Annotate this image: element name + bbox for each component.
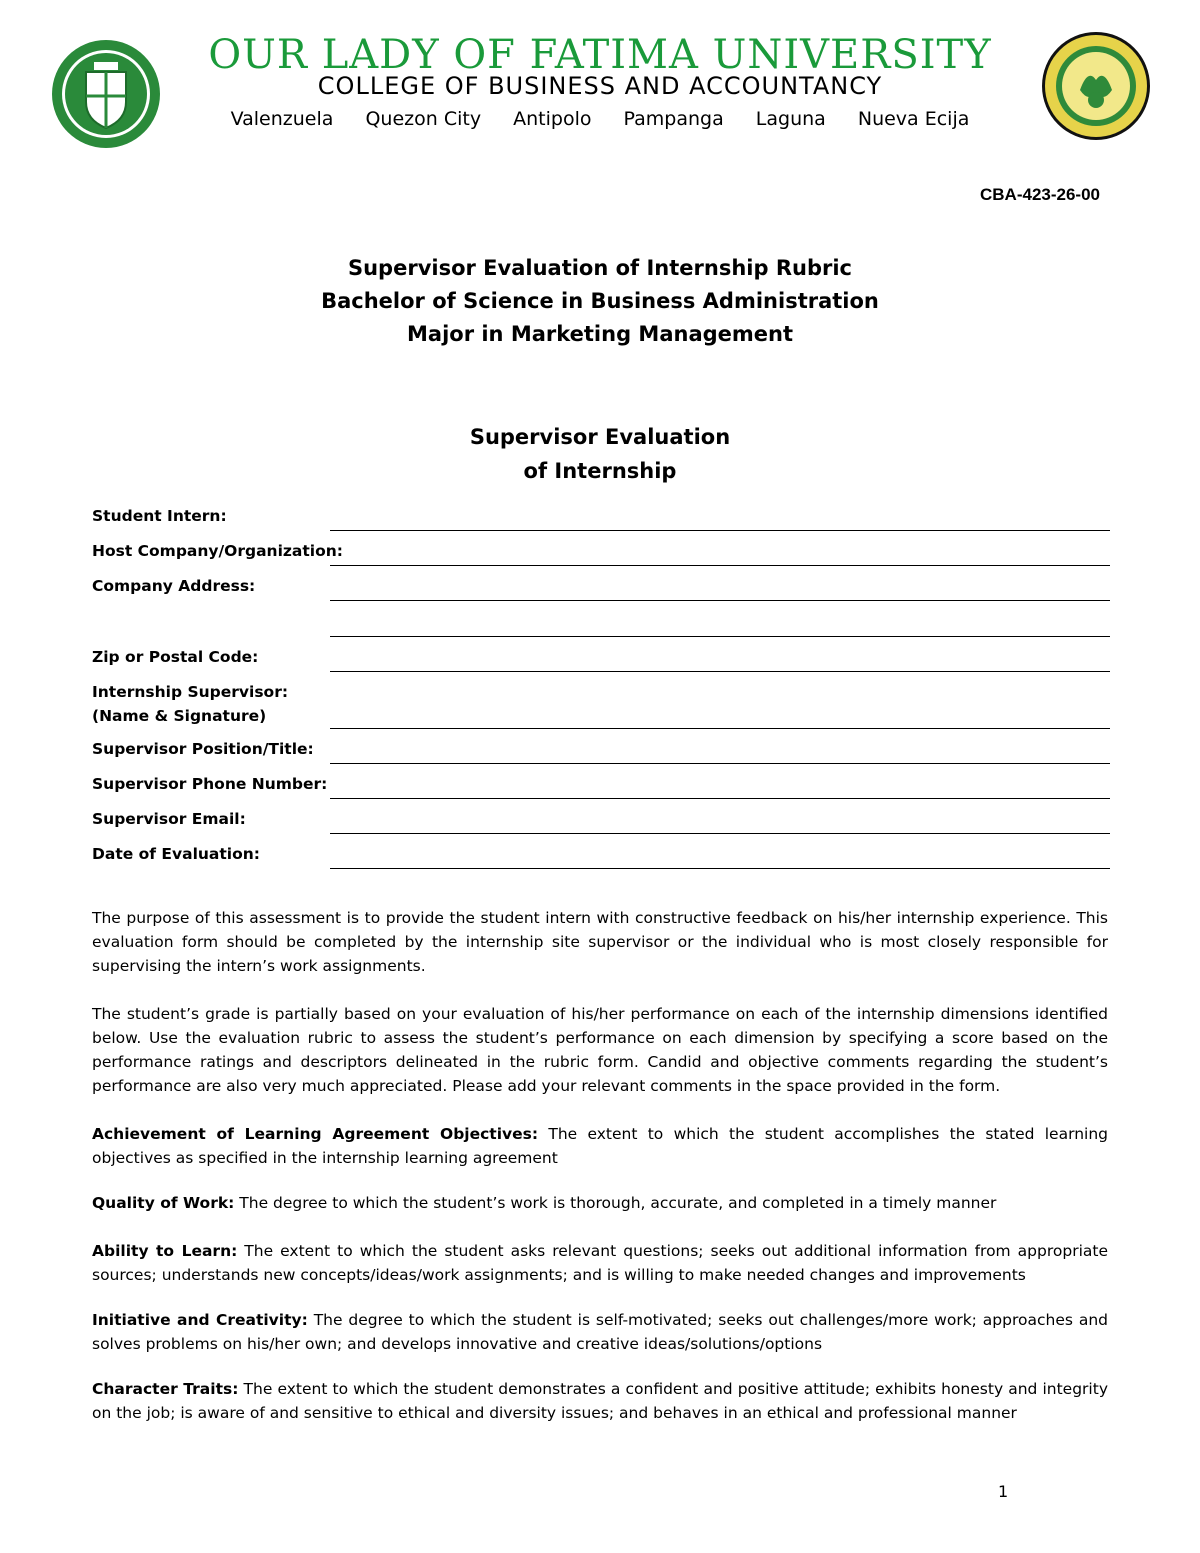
section-title [0, 420, 1200, 488]
title-line: Supervisor Evaluation of Internship Rubric [347, 256, 852, 280]
dimension-text: The degree to which the student is self-motivated; seeks out challenges/more work; approaches and solves problems on his/her own; and develops innovative and creative ideas/solutions/options [92, 1311, 1109, 1353]
dimension-term: Achievement of Learning Agreement Objectives: [92, 1125, 539, 1143]
campus-item: Antipolo [513, 108, 592, 130]
internship-supervisor-note [92, 704, 266, 728]
company-address-field-line2[interactable] [330, 636, 1110, 637]
college-name: COLLEGE OF BUSINESS AND ACCOUNTANCY [317, 72, 883, 100]
campus-item: Nueva Ecija [857, 108, 970, 130]
campus-item: Valenzuela [230, 108, 334, 130]
supervisor-position-field[interactable] [330, 763, 1110, 764]
title-line: Major in Marketing Management [407, 322, 793, 346]
dimension-text: The extent to which the student demonstrates a confident and positive attitude; exhibits honesty and integrity on the job; is aware of and sensitive to ethical and diversity issues; and behaves in an ethical and professional manner [92, 1380, 1108, 1422]
supervisor-phone-label: Supervisor Phone Number: [92, 775, 328, 793]
host-company-label: Host Company/Organization: [92, 542, 343, 560]
dimension-paragraph [92, 1191, 1108, 1215]
supervisor-note-text: (Name & Signature) [92, 707, 267, 725]
dimension-text: The extent to which the student asks relevant questions; seeks out additional information from appropriate sources; understands new concepts/ideas/work assignments; and is willing to make needed changes and improvements [92, 1242, 1108, 1284]
date-of-evaluation-field[interactable] [330, 868, 1110, 869]
supervisor-phone-field[interactable] [330, 798, 1110, 799]
zip-code-label: Zip or Postal Code: [92, 648, 259, 666]
host-company-field[interactable] [330, 565, 1110, 566]
company-address-label: Company Address: [92, 577, 256, 595]
dimension-term: Character Traits: [92, 1380, 239, 1398]
campus-item: Laguna [755, 108, 826, 130]
zip-code-field[interactable] [330, 671, 1110, 672]
purpose-paragraph: The purpose of this assessment is to provide the student intern with constructive feedback on his/her internship experience. This evaluation form should be completed by the internship site supervisor or the individual who is most closely responsible for supervising the intern’s work assignments. [92, 909, 1108, 975]
university-seal-icon [50, 38, 162, 150]
dimension-text: The extent to which the student accomplishes the stated learning objectives as specified in the internship learning agreement [92, 1125, 1108, 1167]
dimension-paragraph [92, 1308, 1108, 1356]
subtitle-line: Supervisor Evaluation [469, 425, 731, 449]
dimension-term: Quality of Work: [92, 1194, 235, 1212]
subtitle-line: of Internship [523, 459, 677, 483]
college-seal-icon [1040, 30, 1152, 142]
supervisor-email-field[interactable] [330, 833, 1110, 834]
campus-item: Pampanga [623, 108, 724, 130]
university-name: OUR LADY OF FATIMA UNIVERSITY [208, 32, 992, 78]
grade-paragraph: The student’s grade is partially based on your evaluation of his/her performance on each of the internship dimensions identified below. Use the evaluation rubric to assess the student’s performance on each dimension by specifying a score based on the performance ratings and descriptors delineated in the rubric form. Candid and objective comments regarding the student’s performance are also very much appreciated. Please add your relevant comments in the space provided in the form. [92, 1005, 1108, 1095]
document-code: CBA-423-26-00 [980, 185, 1100, 204]
student-intern-field[interactable] [330, 530, 1110, 531]
campus-item: Quezon City [365, 108, 482, 130]
document-title [0, 252, 1200, 351]
internship-supervisor-label: Internship Supervisor: [92, 683, 289, 701]
supervisor-email-label: Supervisor Email: [92, 810, 246, 828]
page-number: 1 [998, 1482, 1009, 1501]
dimension-paragraph [92, 1377, 1108, 1425]
title-line: Bachelor of Science in Business Administration [321, 289, 879, 313]
dimension-term: Initiative and Creativity: [92, 1311, 308, 1329]
dimension-paragraph [92, 1122, 1108, 1170]
date-of-evaluation-label: Date of Evaluation: [92, 845, 260, 863]
internship-supervisor-field[interactable] [330, 728, 1110, 729]
dimension-paragraph [92, 1239, 1108, 1287]
supervisor-position-label: Supervisor Position/Title: [92, 740, 314, 758]
dimension-text: The degree to which the student’s work is thorough, accurate, and completed in a timely manner [234, 1194, 997, 1212]
student-intern-label: Student Intern: [92, 507, 227, 525]
company-address-field[interactable] [330, 600, 1110, 601]
dimension-term: Ability to Learn: [92, 1242, 238, 1260]
campus-list [185, 106, 1015, 132]
